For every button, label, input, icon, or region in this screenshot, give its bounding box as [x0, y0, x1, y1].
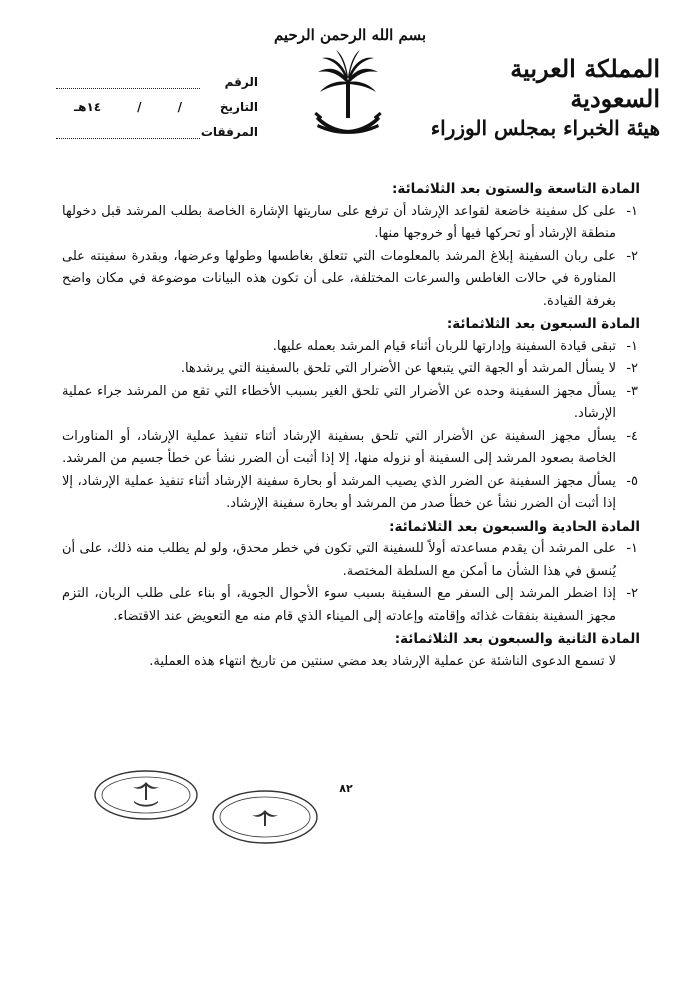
article-heading: المادة الحادية والسبعون بعد الثلاثمائة:: [389, 518, 640, 535]
clause-text: لا يسأل المرشد أو الجهة التي يتبعها عن الأضرار التي تلحق بالسفينة التي يرشدها.: [180, 361, 616, 376]
official-stamp-icon: [210, 788, 320, 846]
number-row: [48, 64, 258, 89]
clause: [62, 426, 638, 471]
palm-swords-emblem-icon: [312, 50, 384, 142]
org-body: هيئة الخبراء بمجلس الوزراء: [430, 116, 660, 140]
clause-text: على كل سفينة خاضعة لقواعد الإرشاد أن ترفع على ساريتها الإشارة الخاصة بطلب المرشد قبل دخولها منطقة الإرشاد أو تحركها فيها أو خروجها منها.: [62, 203, 616, 241]
article-text: لا تسمع الدعوى الناشئة عن عملية الإرشاد بعد مضي سنتين من تاريخ انتهاء هذه العملية.: [149, 653, 616, 669]
clause: [62, 583, 638, 628]
clause-number: ٢-: [626, 361, 638, 376]
article-heading: المادة الثانية والسبعون بعد الثلاثمائة:: [394, 631, 640, 647]
clause-number: ٤-: [626, 428, 638, 444]
clause: [62, 538, 638, 583]
clause-number: ١-: [626, 203, 638, 219]
clause-text: يسأل مجهز السفينة عن الأضرار التي تلحق بسفينة الإرشاد أثناء تنفيذ عملية الإرشاد، أو المناورات الخاصة بصعود المرشد إلى السفينة أو نزوله منها، إلا إذا أثبت أن الضرر نشأ عن خطأ جسيم من المرشد.: [62, 428, 616, 466]
clause-number: ٢-: [626, 248, 638, 264]
clause-number: ١-: [626, 338, 638, 354]
official-stamp-icon: [92, 768, 200, 822]
date-row: [48, 89, 258, 114]
date-label: التاريخ: [219, 100, 258, 114]
org-name: المملكة العربية السعودية: [510, 54, 660, 113]
clause-number: ١-: [626, 541, 638, 556]
clause-text: على ربان السفينة إبلاغ المرشد بالمعلومات التي تتعلق بغاطسها وطولها وعرضها، وبقدرة سفينته على المناورة في حالات الغاطس والسرعات المختلفة، على أن تكون هذه البيانات موضوعة في مكان واضح بغرفة القيادة.: [62, 248, 616, 309]
page-number: ٨٢: [339, 782, 353, 795]
attachments-line: [56, 126, 200, 139]
clause: [62, 471, 638, 516]
clause-text: على المرشد أن يقدم مساعدته أولاً للسفينة التي تكون في خطر محدق، ولو لم يطلب منه ذلك، على أن يُنسق في هذا الشأن ما أمكن مع السلطة المختصة.: [62, 541, 616, 579]
clause-text: يسأل مجهز السفينة وحده عن الأضرار التي تلحق الغير بسبب الأخطاء التي تقع من المرشد جراء عملية الإرشاد.: [62, 383, 616, 421]
clause: [62, 358, 638, 381]
attachments-label: المرفقات: [200, 125, 258, 139]
document-body: [62, 178, 640, 673]
article-heading: المادة السبعون بعد الثلاثمائة:: [446, 316, 640, 332]
number-label: الرقم: [224, 75, 258, 89]
date-blanks: / / ١٤هـ: [74, 100, 182, 114]
clause-text: تبقى قيادة السفينة وإدارتها للربان أثناء قيام المرشد بعمله عليها.: [272, 338, 616, 354]
clause: [62, 381, 638, 426]
date-year-suffix: ١٤هـ: [74, 100, 102, 114]
number-line: [56, 76, 200, 89]
clause-number: ٣-: [626, 383, 638, 399]
organization-header: [430, 54, 660, 142]
reference-fields: [48, 64, 258, 139]
clause: [62, 246, 638, 314]
clause-number: ٥-: [626, 473, 638, 489]
clause: [62, 336, 638, 359]
clause-number: ٢-: [626, 586, 638, 601]
basmala: بسم الله الرحمن الرحيم: [273, 26, 427, 44]
clause-text: يسأل مجهز السفينة عن الضرر الذي يصيب المرشد أو بحارة سفينة الإرشاد أثناء تنفيذ عملية الإرشاد، إلا إذا أثبت أن الضرر نشأ عن خطأ صدر من المرشد أو بحارة سفينة الإرشاد.: [62, 473, 616, 511]
attachments-row: [48, 114, 258, 139]
clause-text: إذا اضطر المرشد إلى السفر مع السفينة بسبب سوء الأحوال الجوية، أو بناء على طلب الربان، التزم مجهز السفينة بنفقات غذائه وإقامته وإعادته إلى الميناء الذي قام منه مع التعويض عند الاقتضاء.: [62, 586, 616, 624]
article-heading: المادة التاسعة والستون بعد الثلاثمائة:: [392, 181, 640, 197]
clause: [62, 201, 638, 246]
